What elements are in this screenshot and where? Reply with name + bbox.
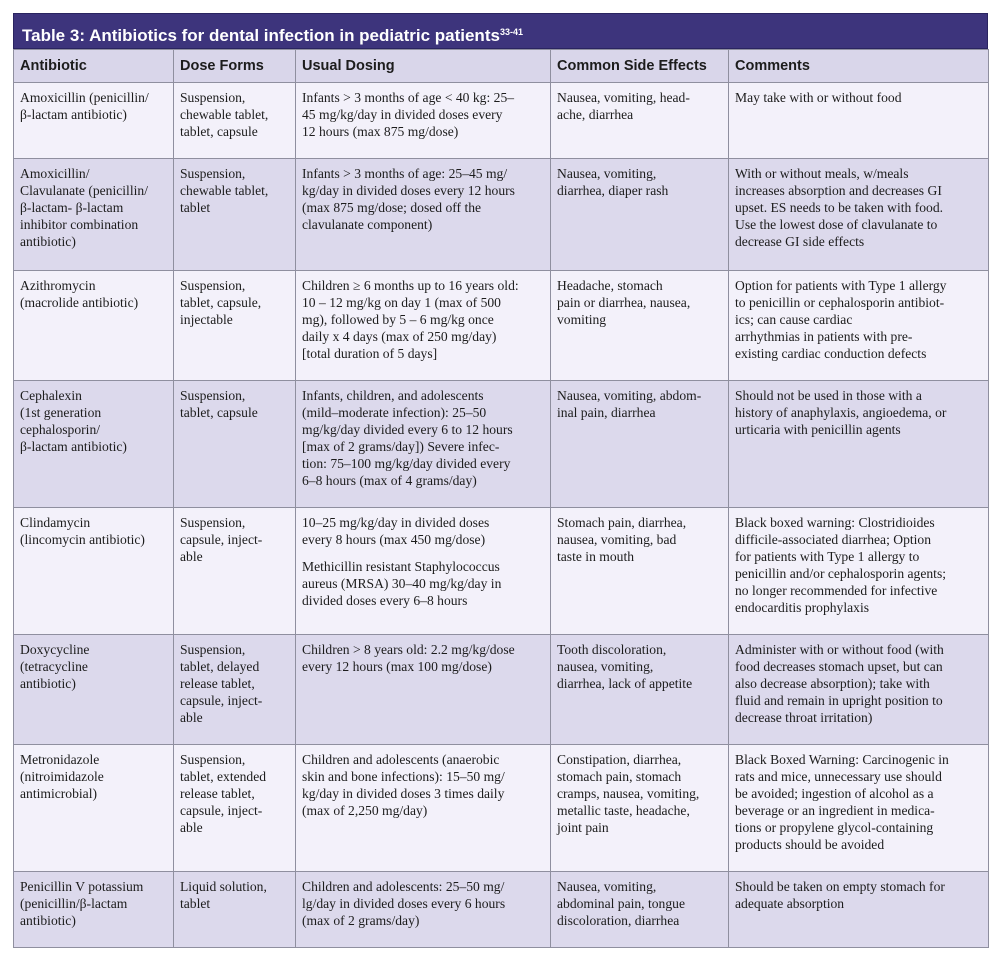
cell-text-line: diarrhea, diaper rash [557, 183, 669, 198]
cell-antibiotic [14, 381, 174, 508]
cell-dose-forms [174, 83, 296, 159]
cell-text-line: ache, diarrhea [557, 107, 634, 122]
cell-text-line: antibiotic) [20, 913, 76, 928]
cell-comments [729, 83, 989, 159]
cell-text-line: able [180, 710, 203, 725]
cell-text-line: 45 mg/kg/day in divided doses every [302, 107, 503, 122]
cell-text-line: Constipation, diarrhea, [557, 752, 682, 767]
cell-text-line: upset. ES needs to be taken with food. [735, 200, 944, 215]
table-title: Table 3: Antibiotics for dental infection in pediatric patients [22, 26, 500, 45]
cell-text-line: inal pain, diarrhea [557, 405, 656, 420]
cell-text-line: decrease throat irritation) [735, 710, 873, 725]
cell-text-line: Stomach pain, diarrhea, [557, 515, 687, 530]
cell-text-line: antibiotic) [20, 676, 76, 691]
cell-dose-forms [174, 872, 296, 948]
cell-antibiotic [14, 745, 174, 872]
cell-text-line: injectable [180, 312, 233, 327]
cell-text-line: arrhythmias in patients with pre- [735, 329, 913, 344]
cell-usual-dosing [296, 872, 551, 948]
cell-text-line: [total duration of 5 days] [302, 346, 438, 361]
cell-text-line: Tooth discoloration, [557, 642, 667, 657]
cell-text-line: pain or diarrhea, nausea, [557, 295, 691, 310]
cell-text-line: existing cardiac conduction defects [735, 346, 927, 361]
cell-antibiotic [14, 83, 174, 159]
cell-text-line: Headache, stomach [557, 278, 663, 293]
cell-text-line: Should be taken on empty stomach for [735, 879, 945, 894]
cell-text-line: (max of 2 grams/day) [302, 913, 420, 928]
cell-text-line: metallic taste, headache, [557, 803, 690, 818]
cell-text-line: Methicillin resistant Staphylococcus [302, 559, 500, 574]
cell-text-line: history of anaphylaxis, angioedema, or [735, 405, 947, 420]
cell-side-effects [551, 635, 729, 745]
cell-dose-forms [174, 381, 296, 508]
cell-usual-dosing [296, 271, 551, 381]
cell-text-line: abdominal pain, tongue [557, 896, 685, 911]
table-title-reference: 33-41 [499, 27, 523, 37]
cell-text-line: cramps, nausea, vomiting, [557, 786, 700, 801]
cell-dose-forms [174, 745, 296, 872]
cell-text-line: to penicillin or cephalosporin antibiot- [735, 295, 945, 310]
cell-text-line: diarrhea, lack of appetite [557, 676, 693, 691]
cell-text-line: be avoided; ingestion of alcohol as a [735, 786, 934, 801]
cell-text-line: fluid and remain in upright position to [735, 693, 943, 708]
cell-text-line: Nausea, vomiting, [557, 166, 657, 181]
antibiotics-table-figure [13, 13, 988, 948]
cell-text-line: tablet, delayed [180, 659, 260, 674]
cell-text-line: able [180, 820, 203, 835]
cell-text-line: [max of 2 grams/day]) Severe infec- [302, 439, 500, 454]
cell-text-line: β-lactam antibiotic) [20, 107, 127, 122]
cell-text-line: 10–25 mg/kg/day in divided doses [302, 515, 490, 530]
cell-text-line: Children and adolescents (anaerobic [302, 752, 500, 767]
cell-text-line: (max 875 mg/dose; dosed off the [302, 200, 482, 215]
cell-antibiotic [14, 635, 174, 745]
cell-text-line: tablet [180, 896, 211, 911]
cell-usual-dosing [296, 83, 551, 159]
cell-text-line: food decreases stomach upset, but can [735, 659, 943, 674]
cell-text-line: rats and mice, unnecessary use should [735, 769, 942, 784]
cell-usual-dosing [296, 508, 551, 635]
cell-side-effects [551, 745, 729, 872]
cell-text-line: inhibitor combination [20, 217, 139, 232]
cell-comments [729, 872, 989, 948]
cell-text-line: urticaria with penicillin agents [735, 422, 901, 437]
column-header-antibiotic: Antibiotic [14, 50, 174, 83]
cell-text-line: tablet [180, 200, 211, 215]
cell-text-line: β-lactam- β-lactam [20, 200, 124, 215]
cell-text-line: Doxycycline [20, 642, 90, 657]
cell-text-line: discoloration, diarrhea [557, 913, 680, 928]
cell-text-line: daily x 4 days (max of 250 mg/day) [302, 329, 497, 344]
cell-text-line: Suspension, [180, 515, 246, 530]
cell-text-line: antimicrobial) [20, 786, 98, 801]
cell-text-line: also decrease absorption); take with [735, 676, 930, 691]
paragraph-gap [302, 548, 544, 558]
cell-text-line: Suspension, [180, 752, 246, 767]
cell-text-line: Nausea, vomiting, head- [557, 90, 690, 105]
cell-text-line: difficile-associated diarrhea; Option [735, 532, 932, 547]
cell-text-line: mg), followed by 5 – 6 mg/kg once [302, 312, 494, 327]
cell-text-line: products should be avoided [735, 837, 885, 852]
cell-text-line: Amoxicillin/ [20, 166, 90, 181]
cell-text-line: (max of 2,250 mg/day) [302, 803, 428, 818]
cell-text-line: for patients with Type 1 allergy to [735, 549, 920, 564]
cell-text-line: Black boxed warning: Clostridioides [735, 515, 935, 530]
cell-text-line: able [180, 549, 203, 564]
cell-side-effects [551, 83, 729, 159]
cell-text-line: every 12 hours (max 100 mg/dose) [302, 659, 492, 674]
cell-dose-forms [174, 271, 296, 381]
cell-text-line: antibiotic) [20, 234, 76, 249]
cell-usual-dosing [296, 381, 551, 508]
cell-text-line: Suspension, [180, 388, 246, 403]
cell-text-line: lg/day in divided doses every 6 hours [302, 896, 506, 911]
cell-text-line: Suspension, [180, 90, 246, 105]
cell-text-line: Use the lowest dose of clavulanate to [735, 217, 938, 232]
cell-text-line: Infants, children, and adolescents [302, 388, 484, 403]
cell-text-line: mg/kg/day divided every 6 to 12 hours [302, 422, 513, 437]
table-row [14, 872, 989, 948]
table-row [14, 271, 989, 381]
cell-text-line: Clavulanate (penicillin/ [20, 183, 148, 198]
cell-text-line: (lincomycin antibiotic) [20, 532, 145, 547]
column-header-dose-forms: Dose Forms [174, 50, 296, 83]
cell-usual-dosing [296, 635, 551, 745]
cell-text-line: Liquid solution, [180, 879, 267, 894]
cell-text-line: chewable tablet, [180, 183, 269, 198]
cell-usual-dosing [296, 745, 551, 872]
cell-text-line: tablet, extended [180, 769, 267, 784]
cell-text-line: Cephalexin [20, 388, 82, 403]
cell-text-line: clavulanate component) [302, 217, 433, 232]
cell-text-line: release tablet, [180, 786, 255, 801]
cell-antibiotic [14, 271, 174, 381]
cell-text-line: Infants > 3 months of age: 25–45 mg/ [302, 166, 508, 181]
table-row [14, 159, 989, 271]
cell-side-effects [551, 508, 729, 635]
cell-text-line: (mild–moderate infection): 25–50 [302, 405, 487, 420]
cell-side-effects [551, 159, 729, 271]
cell-text-line: capsule, inject- [180, 803, 263, 818]
cell-text-line: Black Boxed Warning: Carcinogenic in [735, 752, 949, 767]
cell-text-line: nausea, vomiting, bad [557, 532, 677, 547]
cell-text-line: Nausea, vomiting, abdom- [557, 388, 702, 403]
cell-comments [729, 745, 989, 872]
cell-comments [729, 271, 989, 381]
cell-text-line: Should not be used in those with a [735, 388, 922, 403]
cell-text-line: release tablet, [180, 676, 255, 691]
cell-usual-dosing [296, 159, 551, 271]
cell-text-line: Metronidazole [20, 752, 100, 767]
cell-text-line: 6–8 hours (max of 4 grams/day) [302, 473, 477, 488]
cell-text-line: (penicillin/β-lactam [20, 896, 128, 911]
cell-text-line: increases absorption and decreases GI [735, 183, 942, 198]
cell-text-line: Clindamycin [20, 515, 91, 530]
table-row [14, 745, 989, 872]
column-header-side-effects: Common Side Effects [551, 50, 729, 83]
cell-text-line: tion: 75–100 mg/kg/day divided every [302, 456, 511, 471]
cell-text-line: no longer recommended for infective [735, 583, 938, 598]
cell-antibiotic [14, 508, 174, 635]
cell-text-line: ics; can cause cardiac [735, 312, 853, 327]
column-header-usual-dosing: Usual Dosing [296, 50, 551, 83]
cell-dose-forms [174, 635, 296, 745]
cell-text-line: cephalosporin/ [20, 422, 101, 437]
cell-text-line: capsule, inject- [180, 693, 263, 708]
cell-text-line: Suspension, [180, 642, 246, 657]
cell-text-line: chewable tablet, [180, 107, 269, 122]
cell-dose-forms [174, 159, 296, 271]
cell-text-line: Children ≥ 6 months up to 16 years old: [302, 278, 519, 293]
cell-text-line: Children and adolescents: 25–50 mg/ [302, 879, 505, 894]
cell-text-line: 10 – 12 mg/kg on day 1 (max of 500 [302, 295, 501, 310]
cell-text-line: Administer with or without food (with [735, 642, 944, 657]
table-header-row [14, 50, 989, 83]
cell-text-line: adequate absorption [735, 896, 845, 911]
antibiotics-table [13, 49, 989, 948]
table-row [14, 635, 989, 745]
cell-text-line: aureus (MRSA) 30–40 mg/kg/day in [302, 576, 502, 591]
cell-comments [729, 635, 989, 745]
cell-comments [729, 159, 989, 271]
cell-text-line: Penicillin V potassium [20, 879, 144, 894]
cell-text-line: tablet, capsule [180, 124, 258, 139]
cell-text-line: divided doses every 6–8 hours [302, 593, 468, 608]
cell-text-line: penicillin and/or cephalosporin agents; [735, 566, 947, 581]
cell-side-effects [551, 872, 729, 948]
cell-text-line: vomiting [557, 312, 607, 327]
cell-text-line: Infants > 3 months of age < 40 kg: 25– [302, 90, 515, 105]
cell-text-line: (macrolide antibiotic) [20, 295, 139, 310]
cell-text-line: (1st generation [20, 405, 102, 420]
cell-text-line: Amoxicillin (penicillin/ [20, 90, 149, 105]
cell-text-line: tablet, capsule, [180, 295, 262, 310]
cell-text-line: 12 hours (max 875 mg/dose) [302, 124, 459, 139]
cell-text-line: joint pain [557, 820, 609, 835]
cell-text-line: Suspension, [180, 278, 246, 293]
table-title-bar [13, 13, 988, 49]
cell-text-line: beverage or an ingredient in medica- [735, 803, 935, 818]
column-header-comments: Comments [729, 50, 989, 83]
cell-text-line: With or without meals, w/meals [735, 166, 909, 181]
cell-antibiotic [14, 872, 174, 948]
cell-text-line: Children > 8 years old: 2.2 mg/kg/dose [302, 642, 515, 657]
cell-text-line: Azithromycin [20, 278, 96, 293]
table-row [14, 83, 989, 159]
cell-text-line: Option for patients with Type 1 allergy [735, 278, 947, 293]
cell-side-effects [551, 381, 729, 508]
cell-text-line: endocarditis prophylaxis [735, 600, 870, 615]
cell-text-line: every 8 hours (max 450 mg/dose) [302, 532, 486, 547]
table-body [14, 83, 989, 948]
cell-text-line: May take with or without food [735, 90, 902, 105]
table-row [14, 508, 989, 635]
cell-text-line: kg/day in divided doses every 12 hours [302, 183, 515, 198]
cell-text-line: (tetracycline [20, 659, 88, 674]
cell-text-line: taste in mouth [557, 549, 635, 564]
cell-text-line: tions or propylene glycol-containing [735, 820, 934, 835]
cell-text-line: β-lactam antibiotic) [20, 439, 127, 454]
cell-comments [729, 508, 989, 635]
cell-text-line: (nitroimidazole [20, 769, 104, 784]
cell-text-line: stomach pain, stomach [557, 769, 682, 784]
cell-side-effects [551, 271, 729, 381]
cell-antibiotic [14, 159, 174, 271]
cell-text-line: Nausea, vomiting, [557, 879, 657, 894]
cell-text-line: skin and bone infections): 15–50 mg/ [302, 769, 505, 784]
cell-text-line: nausea, vomiting, [557, 659, 654, 674]
cell-dose-forms [174, 508, 296, 635]
cell-text-line: decrease GI side effects [735, 234, 865, 249]
cell-text-line: kg/day in divided doses 3 times daily [302, 786, 505, 801]
cell-comments [729, 381, 989, 508]
cell-text-line: capsule, inject- [180, 532, 263, 547]
cell-text-line: tablet, capsule [180, 405, 258, 420]
table-row [14, 381, 989, 508]
cell-text-line: Suspension, [180, 166, 246, 181]
